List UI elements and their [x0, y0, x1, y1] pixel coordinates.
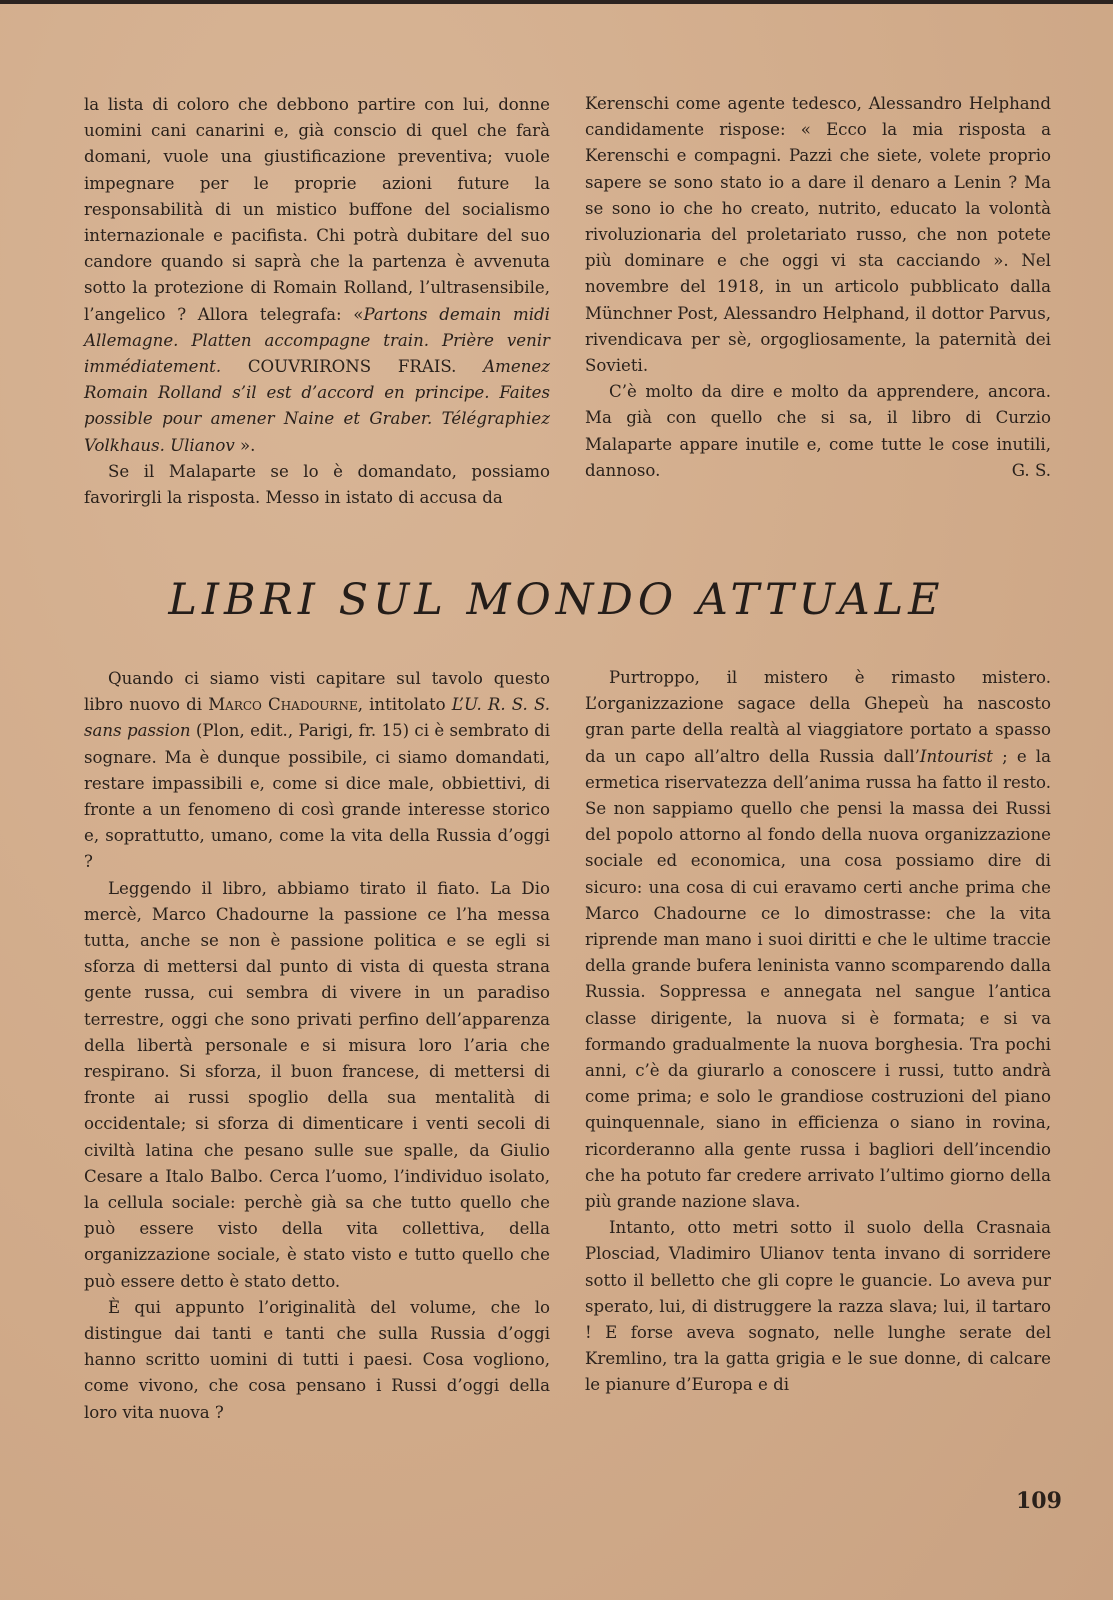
author-name: Marco Chadourne	[208, 695, 358, 715]
paragraph: la lista di coloro che debbono partire con lui, donne uomini cani canarini e, già conscio di quel che farà domani, vuole una giustificazione preventiva; vuole impegnare per le proprie azioni future la responsabilità di un mistico buffone del socialismo internazionale e pacifista. Chi potrà dubitare del suo candore quando si saprà che la partenza è avvenuta sotto la protezione di Romain Rolland, l’ultrasensibile, l’angelico ? Allora telegrafa: «Partons demain midi Allemagne. Platten accompagne train. Prière venir immédiatement. COUVRIRONS FRAIS. Amenez Romain Rolland s’il est d’accord en principe. Faites possible pour amener Naine et Graber. Télégraphiez Volkhaus. Ulianov ».	[84, 95, 550, 455]
paragraph: C’è molto da dire e molto da apprendere, ancora. Ma già con quello che si sa, il libro di Curzio Malaparte appare inutile e, come tutte le cose inutili, dannoso. G. S.	[585, 379, 1051, 484]
page-number: 109	[1016, 1488, 1062, 1514]
telegram-text: Amenez Romain Rolland s’il est d’accord en principe. Faites possible pour amener Naine et Graber. Télégraphiez Volkhaus. Ulianov	[84, 357, 550, 455]
paragraph: Leggendo il libro, abbiamo tirato il fiato. La Dio mercè, Marco Chadourne la passione ce l’ha messa tutta, anche se non è passione politica e se egli si sforza di mettersi dal punto di vista di questa strana gente russa, cui sembra di vivere in un paradiso terrestre, oggi che sono privati perfino dell’apparenza della libertà personale e si misura loro l’aria che respirano. Si sforza, il buon francese, di mettersi di fronte ai russi spoglio della sua mentalità di occidentale; si sforza di dimenticare i venti secoli di civiltà latina che pesano sulle sue spalle, da Giulio Cesare a Italo Balbo. Cerca l’uomo, l’individuo isolato, la cellula sociale: perchè già sa che tutto quello che può essere visto della vita collettiva, della organizzazione sociale, è stato visto e tutto quello che può essere detto è stato detto.	[84, 878, 550, 1291]
top-article-right-column	[585, 91, 1051, 484]
telegram-text: Partons demain midi Allemagne. Platten accompagne train. Prière venir immédiatement.	[84, 304, 550, 377]
paragraph: Quando ci siamo visti capitare sul tavolo questo libro nuovo di Marco Chadourne, intitolato L’U. R. S. S. sans passion (Plon, edit., Parigi, fr. 15) ci è sembrato di sognare. Ma è dunque possibile, ci siamo domandati, restare impassibili e, come si dice male, obbiettivi, di fronte a un fenomeno di così grande interesse storico e, soprattutto, umano, come la vita della Russia d’oggi ?	[84, 669, 551, 872]
intourist-term: Intourist	[919, 746, 993, 766]
signature: G. S.	[1011, 460, 1051, 480]
section-title: LIBRI SUL MONDO ATTUALE	[168, 575, 945, 625]
book-title: L’U. R. S. S. sans passion	[84, 695, 550, 741]
top-edge-rule	[0, 0, 1113, 4]
paragraph: Purtroppo, il mistero è rimasto mistero. L’organizzazione sagace della Ghepeù ha nascosto gran parte della realtà al viaggiatore portato a spasso da un capo all’altro della Russia dall’Intourist ; e la ermetica riservatezza dell’anima russa ha fatto il resto. Se non sappiamo quello che pensi la massa dei Russi del popolo attorno al fondo della nuova organizzazione sociale ed economica, una cosa possiamo dire di sicuro: una cosa di cui eravamo certi anche prima che Marco Chadourne ce lo dimostrasse: che la vita riprende man mano i suoi diritti e che le ultime traccie della grande bufera leninista vanno scomparendo dalla Russia. Soppressa e annegata nel sangue l’antica classe dirigente, la nuova si è formata; e si va formando gradualmente la nuova borghesia. Tra pochi anni, c’è da giurarlo a conoscere i russi, tutto andrà come prima; e solo le grandiose costruzioni del piano quinquennale, siano in efficienza o siano in rovina, ricorderanno alla gente russa i bagliori dell’incendio che ha potuto far credere arrivato l’ultimo giorno della più grande nazione slava.	[585, 668, 1051, 1212]
bottom-article-right-column	[585, 665, 1051, 1399]
paragraph: È qui appunto l’originalità del volume, che lo distingue dai tanti e tanti che sulla Russia d’oggi hanno scritto uomini di tutti i paesi. Cosa vogliono, come vivono, che cosa pensano i Russi d’oggi della loro vita nuova ?	[84, 1297, 550, 1422]
paragraph: Se il Malaparte se lo è domandato, possiamo favorirgli la risposta. Messo in istato di accusa da	[84, 461, 550, 508]
top-article-left-column	[84, 92, 550, 511]
paragraph: Kerenschi come agente tedesco, Alessandro Helphand candidamente rispose: « Ecco la mia risposta a Kerenschi e compagni. Pazzi che siete, volete proprio sapere se sono stato io a dare il denaro a Lenin ? Ma se sono io che ho creato, nutrito, educato la volontà rivoluzionaria del proletariato russo, che non potete più dominare e che oggi vi sta cacciando ». Nel novembre del 1918, in un articolo pubblicato dalla Münchner Post, Alessandro Helphand, il dottor Parvus, rivendicava per sè, orgogliosamente, la paternità dei Sovieti.	[585, 94, 1051, 376]
paragraph: Intanto, otto metri sotto il suolo della Crasnaia Plosciad, Vladimiro Ulianov tenta invano di sorridere sotto il belletto che gli copre le guancie. Lo aveva pur sperato, lui, di distruggere la razza slava; lui, il tartaro ! E forse aveva sognato, nelle lunghe serate del Kremlino, tra la gatta grigia e le sue donne, di calcare le pianure d’Europa e di	[585, 1218, 1051, 1395]
telegram-caps: COUVRIRONS FRAIS.	[221, 357, 484, 377]
bottom-article-left-column	[84, 666, 550, 1426]
